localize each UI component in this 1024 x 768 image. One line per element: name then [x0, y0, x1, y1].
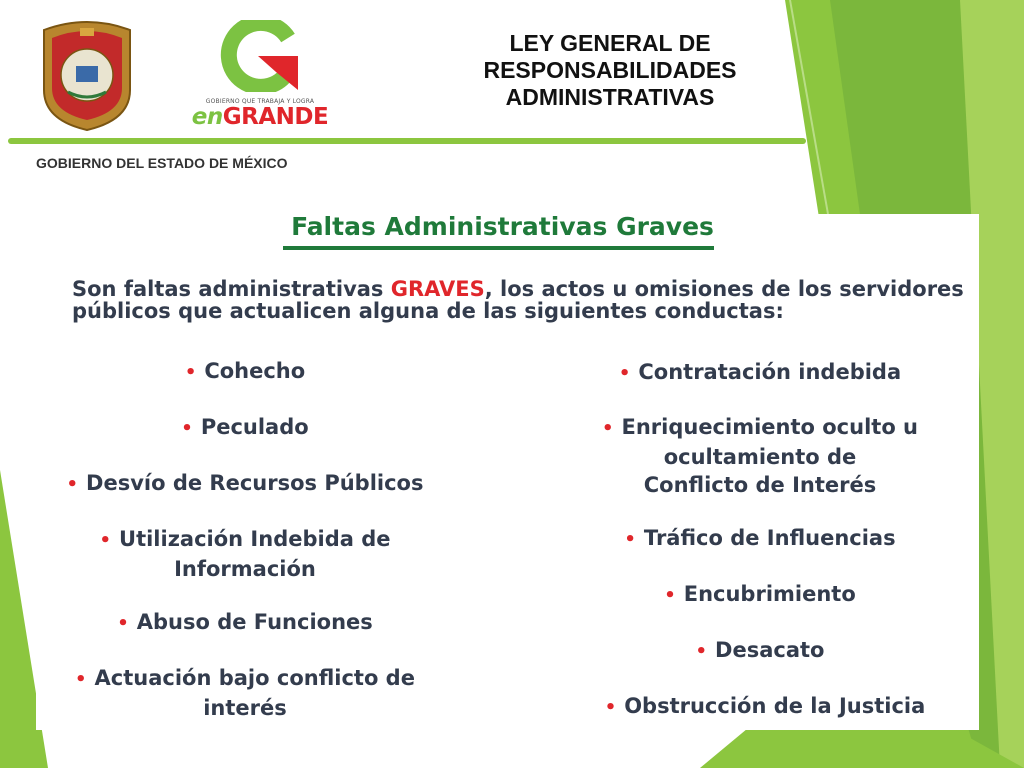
list-item-obstruccion: • Obstrucción de la Justicia [604, 694, 926, 718]
list-item-abuso: • Abuso de Funciones [117, 610, 373, 634]
graves-highlight: GRAVES [390, 277, 485, 301]
list-item-trafico: • Tráfico de Influencias [624, 526, 896, 550]
section-heading: Faltas Administrativas Graves [291, 212, 714, 241]
logo-tagline: GOBIERNO QUE TRABAJA Y LOGRA [205, 98, 315, 105]
list-item-encubrimiento: • Encubrimiento [664, 582, 856, 606]
bullet-icon: • [695, 641, 708, 662]
bullet-icon: • [604, 697, 617, 718]
slide-title: LEY GENERAL DE RESPONSABILIDADES ADMINISTRATIVAS [483, 30, 737, 110]
header-divider [8, 138, 806, 144]
bullet-icon: • [66, 474, 79, 495]
bullet-icon: • [624, 529, 636, 550]
list-item-actuacion: • Actuación bajo conflicto de interés [75, 666, 415, 720]
list-item-contratacion: • Contratación indebida [618, 360, 902, 384]
bullet-icon: • [184, 362, 197, 383]
government-label: GOBIERNO DEL ESTADO DE MÉXICO [36, 155, 288, 171]
state-seal-logo [38, 20, 136, 132]
list-item-cohecho: • Cohecho [184, 359, 306, 383]
logo-wordmark: enGRANDE [191, 104, 329, 130]
bullet-icon: • [181, 418, 193, 439]
list-item-enriquecimiento: • Enriquecimiento oculto u ocultamiento de Conflicto de Interés [601, 415, 919, 497]
section-heading-underline [283, 246, 714, 250]
g-brand-logo [218, 20, 300, 92]
intro-paragraph: Son faltas administrativas GRAVES, los actos u omisiones de los servidores públicos que actualicen alguna de las siguientes conductas: [72, 277, 964, 323]
bullet-icon: • [618, 363, 631, 384]
bullet-icon: • [117, 613, 129, 634]
list-item-peculado: • Peculado [181, 415, 309, 439]
bullet-icon: • [75, 669, 87, 690]
bullet-icon: • [664, 585, 676, 606]
bullet-icon: • [601, 418, 614, 439]
list-item-desvio: • Desvío de Recursos Públicos [66, 471, 424, 495]
list-item-desacato: • Desacato [695, 638, 825, 662]
list-item-utilizacion: • Utilización Indebida de Información [99, 527, 391, 581]
bullet-icon: • [99, 530, 112, 551]
